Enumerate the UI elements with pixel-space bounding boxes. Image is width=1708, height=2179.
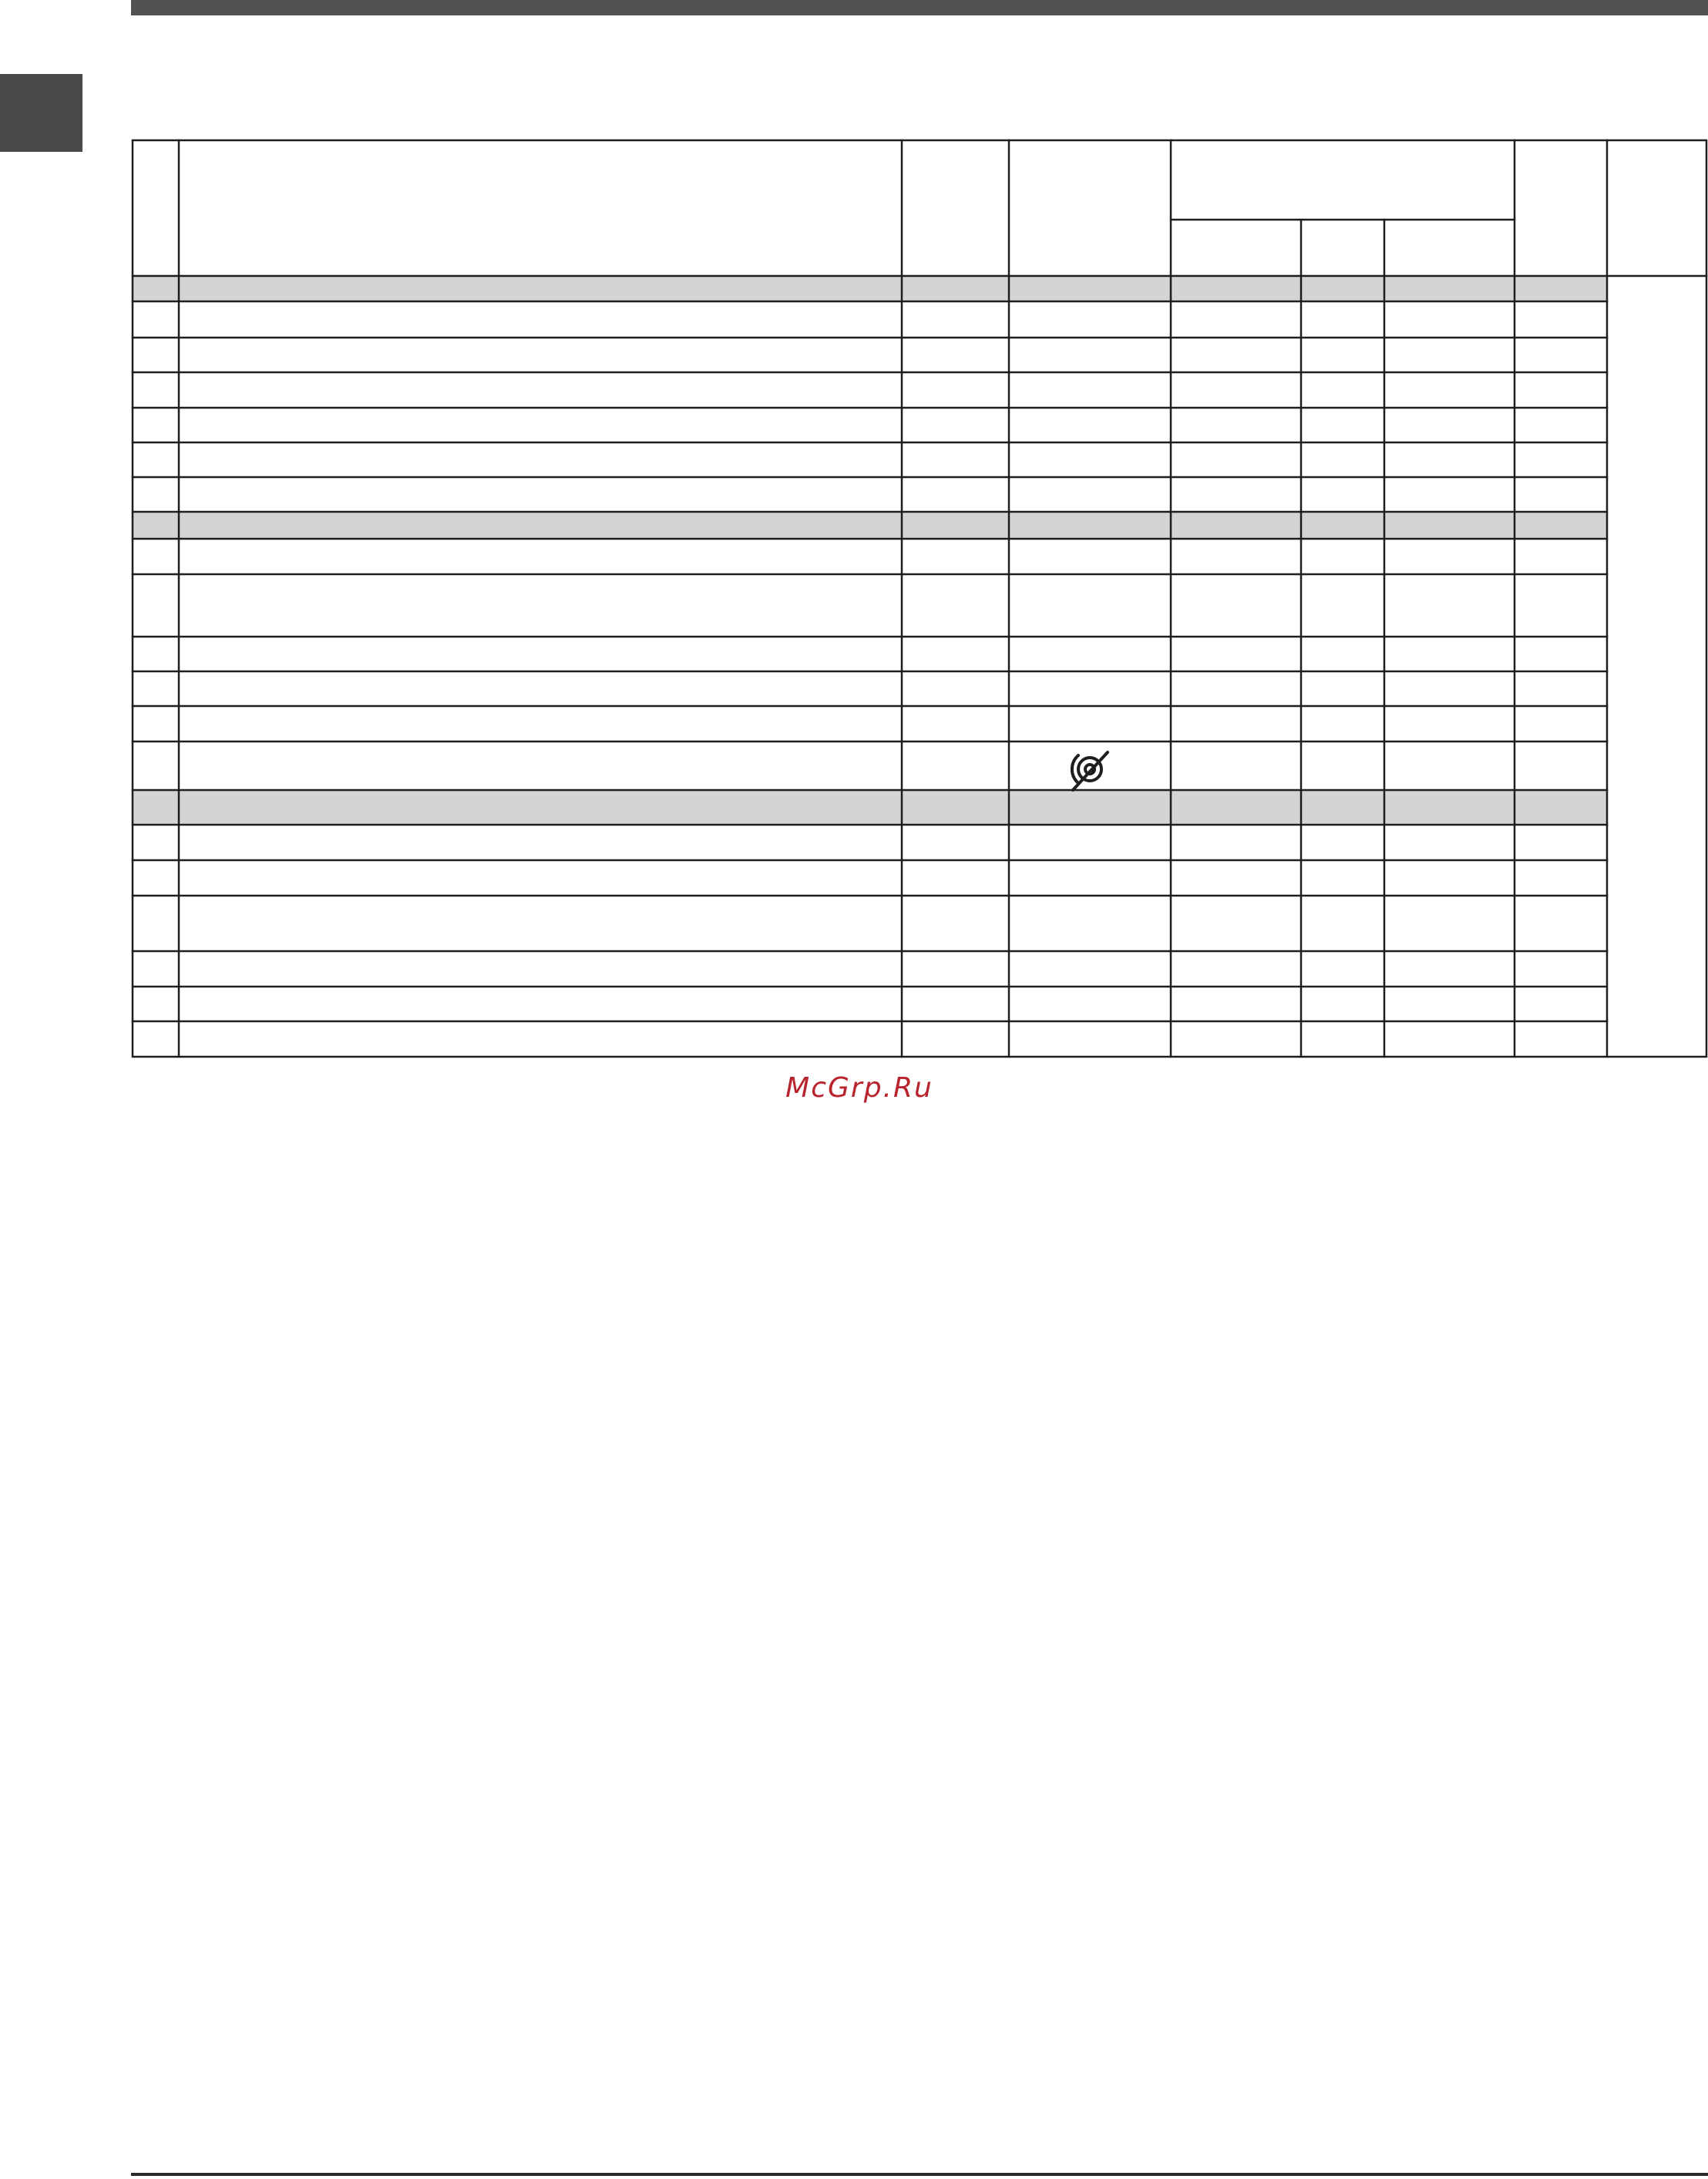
no-spin-icon: [1072, 752, 1108, 790]
footer-rule: [131, 2173, 1708, 2176]
watermark-text: McGrp.Ru: [785, 1072, 933, 1104]
section-header-3: [133, 790, 1607, 825]
section-header-2: [133, 512, 1607, 539]
section-header-1: [133, 276, 1607, 301]
